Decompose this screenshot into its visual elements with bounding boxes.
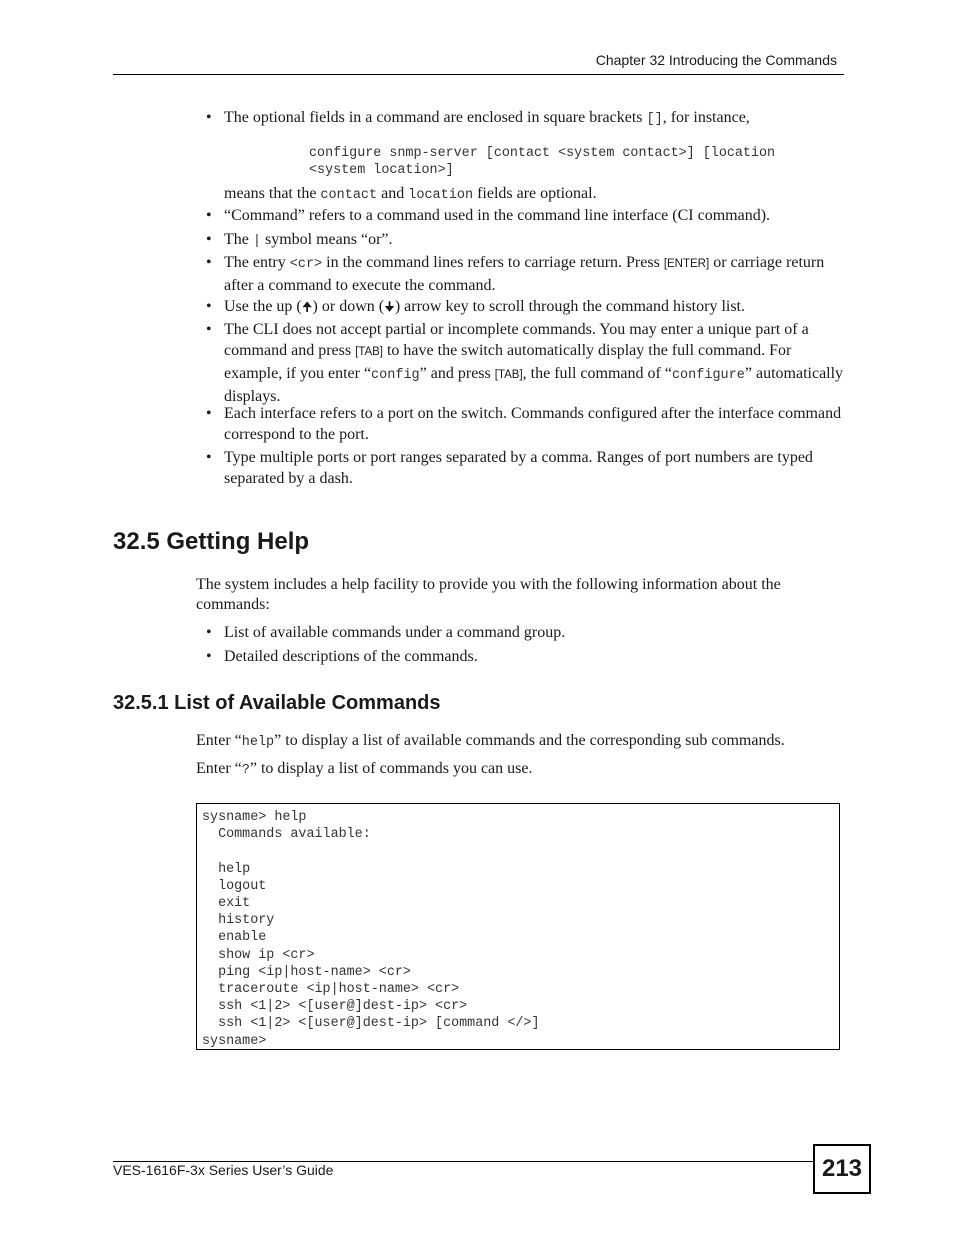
bullet-icon: • xyxy=(206,321,212,338)
inline-code: configure xyxy=(671,368,745,383)
inline-code: [] xyxy=(646,112,663,127)
arrow-down-icon: 🠋 xyxy=(384,299,395,314)
bullet-text: List of available commands under a command group. xyxy=(224,624,566,641)
bullet-icon: • xyxy=(206,207,212,224)
bullet-text: “Command” refers to a command used in the command line interface (CI command). xyxy=(224,207,771,224)
bullet-icon: • xyxy=(206,449,212,466)
inline-code: contact xyxy=(320,188,378,203)
bullet-text: , for instance, xyxy=(662,109,750,126)
section-intro: The system includes a help facility to provide you with the following information about the commands: xyxy=(196,576,781,613)
inline-code: help xyxy=(241,735,275,750)
inline-code: <cr> xyxy=(289,257,323,272)
code-line: <system location>] xyxy=(309,163,454,178)
code-example: sysname> help Commands available: help logout exit history enable show ip <cr> ping <ip|host-name> <cr> traceroute <ip|host-name> <cr> ssh <1|2> <[user@]dest-ip> <cr> ssh <1|2> <[user@]dest-ip> [command </>] sysname> xyxy=(202,810,540,1049)
paragraph: Enter “?” to display a list of commands you can use. xyxy=(196,760,533,778)
inline-code: location xyxy=(408,188,474,203)
key-label: [ENTER] xyxy=(663,258,710,270)
bullet-icon: • xyxy=(206,405,212,422)
paragraph: Enter “help” to display a list of available commands and the corresponding sub commands. xyxy=(196,732,785,750)
subsection-heading: 32.5.1 List of Available Commands xyxy=(113,692,441,714)
bullet-icon: • xyxy=(206,298,212,315)
bullet-icon: • xyxy=(206,231,212,248)
bullet-icon: • xyxy=(206,624,212,641)
code-line: configure snmp-server [contact <system contact>] [location xyxy=(309,146,776,161)
section-heading: 32.5 Getting Help xyxy=(113,528,310,555)
guide-title: VES-1616F-3x Series User’s Guide xyxy=(113,1162,334,1178)
bullet-text: The optional fields in a command are enclosed in square brackets xyxy=(224,109,647,126)
chapter-header: Chapter 32 Introducing the Commands xyxy=(595,52,837,68)
bullet-text: Detailed descriptions of the commands. xyxy=(224,648,478,665)
key-label: [TAB] xyxy=(494,369,523,381)
inline-code: config xyxy=(371,368,420,383)
code-example-box xyxy=(196,803,840,1050)
inline-code: | xyxy=(252,234,261,249)
key-label: [TAB] xyxy=(355,346,383,358)
bullet-text: Each interface refers to a port on the switch. Commands configured after the interface command correspond to the port. xyxy=(224,405,842,443)
inline-code: ? xyxy=(241,763,250,778)
page-number: 213 xyxy=(813,1144,871,1194)
bullet-icon: • xyxy=(206,109,212,126)
bullet-text: Type multiple ports or port ranges separated by a comma. Ranges of port numbers are typed separated by a dash. xyxy=(224,449,813,487)
bullet-icon: • xyxy=(206,648,212,665)
header-divider xyxy=(113,74,844,75)
bullet-icon: • xyxy=(206,254,212,271)
means-text: means that the contact and location fields are optional. xyxy=(224,185,597,203)
arrow-up-icon: 🠉 xyxy=(301,299,313,314)
